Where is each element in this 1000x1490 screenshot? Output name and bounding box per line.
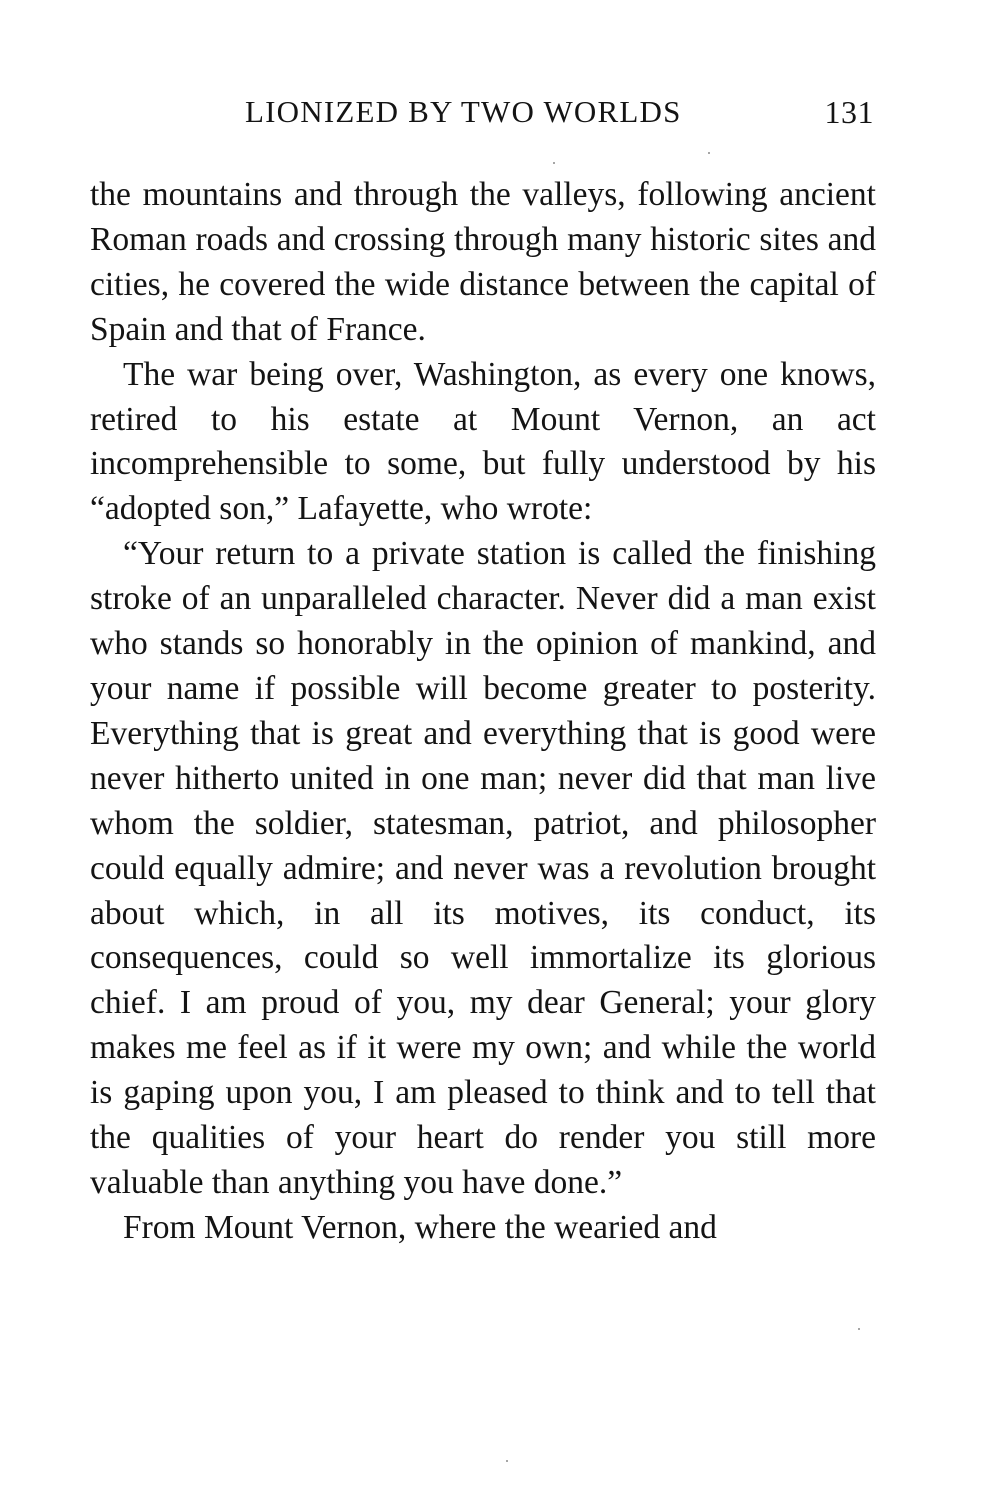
- running-title: LIONIZED BY TWO WORLDS: [245, 94, 682, 129]
- paper-speck: [858, 1328, 860, 1330]
- body-text: [90, 173, 876, 1251]
- paper-speck: [708, 152, 710, 154]
- paragraph-lafayette-quote: “Your return to a private station is called the finishing stroke of an unparalleled character. Never did a man exist who stands so honorably in the opinion of mankind, and your name if possible will become greater to posterity. Everything that is great and everything that is good were never hitherto united in one man; never did that man live whom the soldier, statesman, patriot, and philosopher could equally admire; and never was a revolution brought about which, in all its motives, its conduct, its consequences, could so well immortalize its glorious chief. I am proud of you, my dear General; your glory makes me feel as if it were my own; and while the world is gaping upon you, I am pleased to think and to tell that the qualities of your heart do render you still more valuable than anything you have done.”: [90, 535, 876, 1201]
- paper-speck: [506, 1460, 508, 1462]
- paragraph-continuation: the mountains and through the valleys, following ancient Roman roads and crossing through many historic sites and cities, he covered the wide distance between the capital of Spain and that of France.: [90, 176, 876, 348]
- book-page: [90, 92, 876, 1251]
- running-header: [90, 92, 876, 146]
- paragraph-mount-vernon: From Mount Vernon, where the wearied and: [123, 1208, 717, 1246]
- paragraph-washington-retirement: The war being over, Washington, as every one knows, retired to his estate at Mount Vernon, an act incomprehensible to some, but fully understood by his “adopted son,” Lafayette, who wrote:: [90, 355, 876, 528]
- paper-speck: [553, 162, 555, 164]
- page-number: 131: [824, 94, 874, 130]
